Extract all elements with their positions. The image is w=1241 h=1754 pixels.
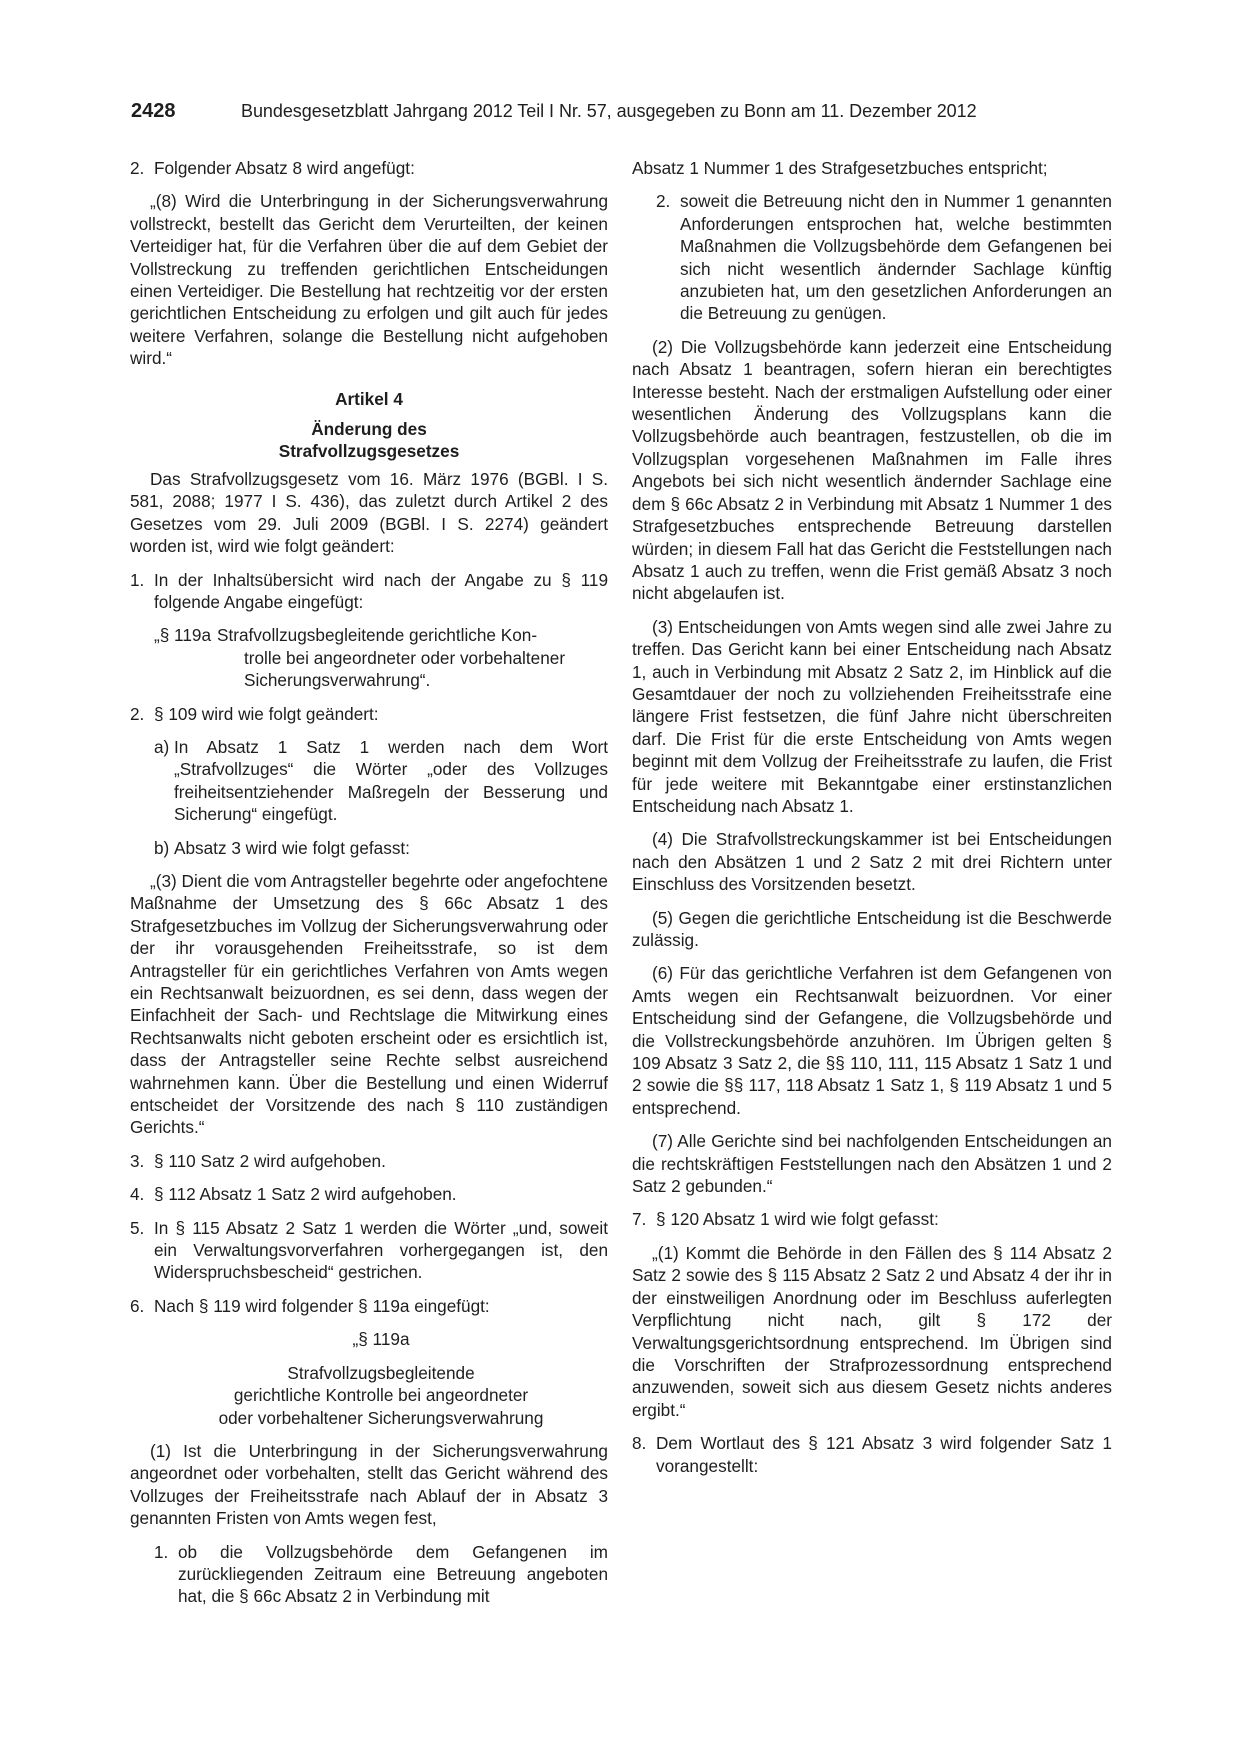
list-item: 6. Nach § 119 wird folgender § 119a eingefügt:	[130, 1295, 490, 1316]
continuation-text: Absatz 1 Nummer 1 des Strafgesetzbuches entspricht;	[632, 158, 1048, 178]
quote-paragraph: „(3) Dient die vom Antragsteller begehrte oder angefochtene Maßnahme der Umsetzung des § 66c Absatz 1 des Strafgesetzbuches im Vollzug der Sicherungsverwahrung oder der ihr vorausgehenden Freiheitsstrafe, so ist dem Antragsteller für ein gerichtliches Verfahren von Amts wegen ein Rechtsanwalt beizuordnen, es sei denn, dass wegen der Einfachheit der Sach- und Rechtslage die Mitwirkung eines Rechtsanwalts nicht geboten erscheint oder es ersichtlich ist, dass der Antragsteller seine Rechte selbst ausreichend wahrnehmen kann. Über die Bestellung und einen Widerruf entscheidet der Vorsitzende des nach § 110 zuständigen Gerichts.“	[130, 870, 608, 1138]
quote-paragraph: „(8) Wird die Unterbringung in der Sicherungsverwahrung vollstreckt, bestellt das Gericht dem Verurteilten, der keinen Verteidiger hat, für die Verfahren über die auf dem Gebiet der Vollstreckung zu treffenden gerichtlichen Entscheidungen einen Verteidiger. Die Bestellung hat rechtzeitig vor der ersten gerichtlichen Entscheidung zu erfolgen und gilt auch für jedes weitere Verfahren, solange die Bestellung nicht aufgehoben wird.“	[130, 191, 608, 369]
article-subtitle: Änderung des	[311, 419, 427, 440]
list-item: 3. § 110 Satz 2 wird aufgehoben.	[130, 1150, 386, 1171]
list-item: a) In Absatz 1 Satz 1 werden nach dem Wort „Strafvollzuges“ die Wörter „oder des Vollzuges freiheitsentziehender Maßregeln der Besserung und Sicherung“ eingefügt.	[154, 736, 608, 825]
quote-paragraph: „(1) Kommt die Behörde in den Fällen des § 114 Absatz 2 Satz 2 sowie des § 115 Absatz 2 Satz 2 und Absatz 4 der ihr in der einstweiligen Anordnung oder im Beschluss auferlegten Verpflichtung nicht nach, gilt § 172 der Verwaltungsgerichtsordnung entsprechend. Im Übrigen sind die Vorschriften der Strafprozessordnung entsprechend anzuwenden, soweit sich aus diesem Gesetz nichts anderes ergibt.“	[632, 1242, 1112, 1420]
intro-paragraph: Das Strafvollzugsgesetz vom 16. März 1976 (BGBl. I S. 581, 2088; 1977 I S. 436), das zuletzt durch Artikel 2 des Gesetzes vom 29. Juli 2009 (BGBl. I S. 2274) geändert worden ist, wird wie folgt geändert:	[130, 468, 608, 557]
list-item: 1. ob die Vollzugsbehörde dem Gefangenen im zurückliegenden Zeitraum eine Betreuung angeboten hat, die § 66c Absatz 2 in Verbindung mit	[154, 1541, 608, 1607]
section-paragraph: (3) Entscheidungen von Amts wegen sind alle zwei Jahre zu treffen. Das Gericht kann bei einer Entscheidung nach Absatz 1, auch in Verbindung mit Absatz 2 Satz 2, im Hinblick auf die Gesamtdauer der noch zu vollziehenden Freiheitsstrafe eine längere Frist festsetzen, die fünf Jahre nicht überschreiten darf. Die Frist für die erste Entscheidung von Amts wegen beginnt mit dem Vollzug der Freiheitsstrafe zu laufen, die Frist für jede weitere mit Bekanntgabe einer erstinstanzlichen Entscheidung nach Absatz 1.	[632, 616, 1112, 816]
list-item: 2. soweit die Betreuung nicht den in Nummer 1 genannten Anforderungen entsprochen hat, welche bestimmten Maßnahmen die Vollzugsbehörde dem Gefangenen bei sich nicht wesentlich ändernder Sachlage künftig anzubieten hat, um den gesetzlichen Anforderungen an die Betreuung zu genügen.	[656, 191, 1112, 324]
list-item: 5. In § 115 Absatz 2 Satz 1 werden die Wörter „und, soweit ein Verwaltungsvorverfahren vorhergegangen ist, den Widerspruchsbescheid“ gestrichen.	[130, 1217, 608, 1283]
list-item: 2. Folgender Absatz 8 wird angefügt:	[130, 158, 415, 178]
page-header	[131, 100, 1121, 130]
section-heading: „§ 119a Strafvollzugsbegleitende gerichtliche Kontrolle bei angeordneter oder vorbehaltener Sicherungsverwahrung	[218, 1329, 544, 1428]
list-item: b) Absatz 3 wird wie folgt gefasst:	[154, 837, 410, 858]
list-item: 2. § 109 wird wie folgt geändert:	[130, 703, 379, 724]
section-paragraph: (5) Gegen die gerichtliche Entscheidung ist die Beschwerde zulässig.	[632, 907, 1112, 950]
list-item: 1. In der Inhaltsübersicht wird nach der Angabe zu § 119 folgende Angabe eingefügt:	[130, 569, 608, 612]
article-title: Artikel 4	[335, 388, 403, 409]
section-paragraph: (7) Alle Gerichte sind bei nachfolgenden Entscheidungen an die rechtskräftigen Feststellungen nach den Absätzen 1 und 2 Satz 2 gebunden.“	[632, 1131, 1112, 1197]
section-paragraph: (1) Ist die Unterbringung in der Sicherungsverwahrung angeordnet oder vorbehalten, stellt das Gericht während des Vollzuges der Freiheitsstrafe nach Ablauf der in Absatz 3 genannten Fristen von Amts wegen fest,	[130, 1440, 608, 1529]
section-paragraph: (6) Für das gerichtliche Verfahren ist dem Gefangenen von Amts wegen ein Rechtsanwalt beizuordnen. Vor einer Entscheidung sind der Gefangene, die Vollzugsbehörde und die Vollstreckungsbehörde anzuhören. Im Übrigen gelten § 109 Absatz 3 Satz 2, die §§ 110, 111, 115 Absatz 1 Satz 1 und 2 sowie die §§ 117, 118 Absatz 1 Satz 1, § 119 Absatz 1 und 5 entsprechend.	[632, 963, 1112, 1118]
left-column	[130, 157, 608, 1608]
section-paragraph: (4) Die Strafvollstreckungskammer ist bei Entscheidungen nach den Absätzen 1 und 2 Satz 2 mit drei Richtern unter Einschluss des Vorsitzenden besetzt.	[632, 829, 1112, 895]
list-item: 4. § 112 Absatz 1 Satz 2 wird aufgehoben.	[130, 1184, 457, 1205]
reference-entry: „§ 119a Strafvollzugsbegleitende gerichtliche Kon- trolle bei angeordneter oder vorbehaltener Sicherungsverwahrung“.	[154, 625, 566, 691]
page-number: 2428	[131, 100, 176, 122]
list-item: 8. Dem Wortlaut des § 121 Absatz 3 wird folgender Satz 1 vorangestellt:	[632, 1433, 1112, 1476]
article-subtitle: Strafvollzugsgesetzes	[278, 441, 460, 462]
list-item: 7. § 120 Absatz 1 wird wie folgt gefasst:	[632, 1209, 939, 1230]
section-paragraph: (2) Die Vollzugsbehörde kann jederzeit eine Entscheidung nach Absatz 1 beantragen, sofern hieran ein berechtigtes Interesse besteht. Nach der erstmaligen Aufstellung oder einer wesentlichen Änderung des Vollzugsplans kann die Vollzugsbehörde auch beantragen, festzustellen, ob die im Vollzugsplan vorgesehenen Maßnahmen im Falle ihres Angebots bei sich nicht wesentlich ändernder Sachlage eine dem § 66c Absatz 2 in Verbindung mit Absatz 1 Nummer 1 des Strafgesetzbuches entsprechende Betreuung darstellen würden; in diesem Fall hat das Gericht die Feststellungen nach Absatz 1 auch zu treffen, wenn die Frist gemäß Absatz 3 noch nicht abgelaufen ist.	[632, 336, 1112, 604]
right-column	[632, 157, 1112, 1477]
gazette-title: Bundesgesetzblatt Jahrgang 2012 Teil I Nr. 57, ausgegeben zu Bonn am 11. Dezember 2012	[241, 101, 977, 121]
